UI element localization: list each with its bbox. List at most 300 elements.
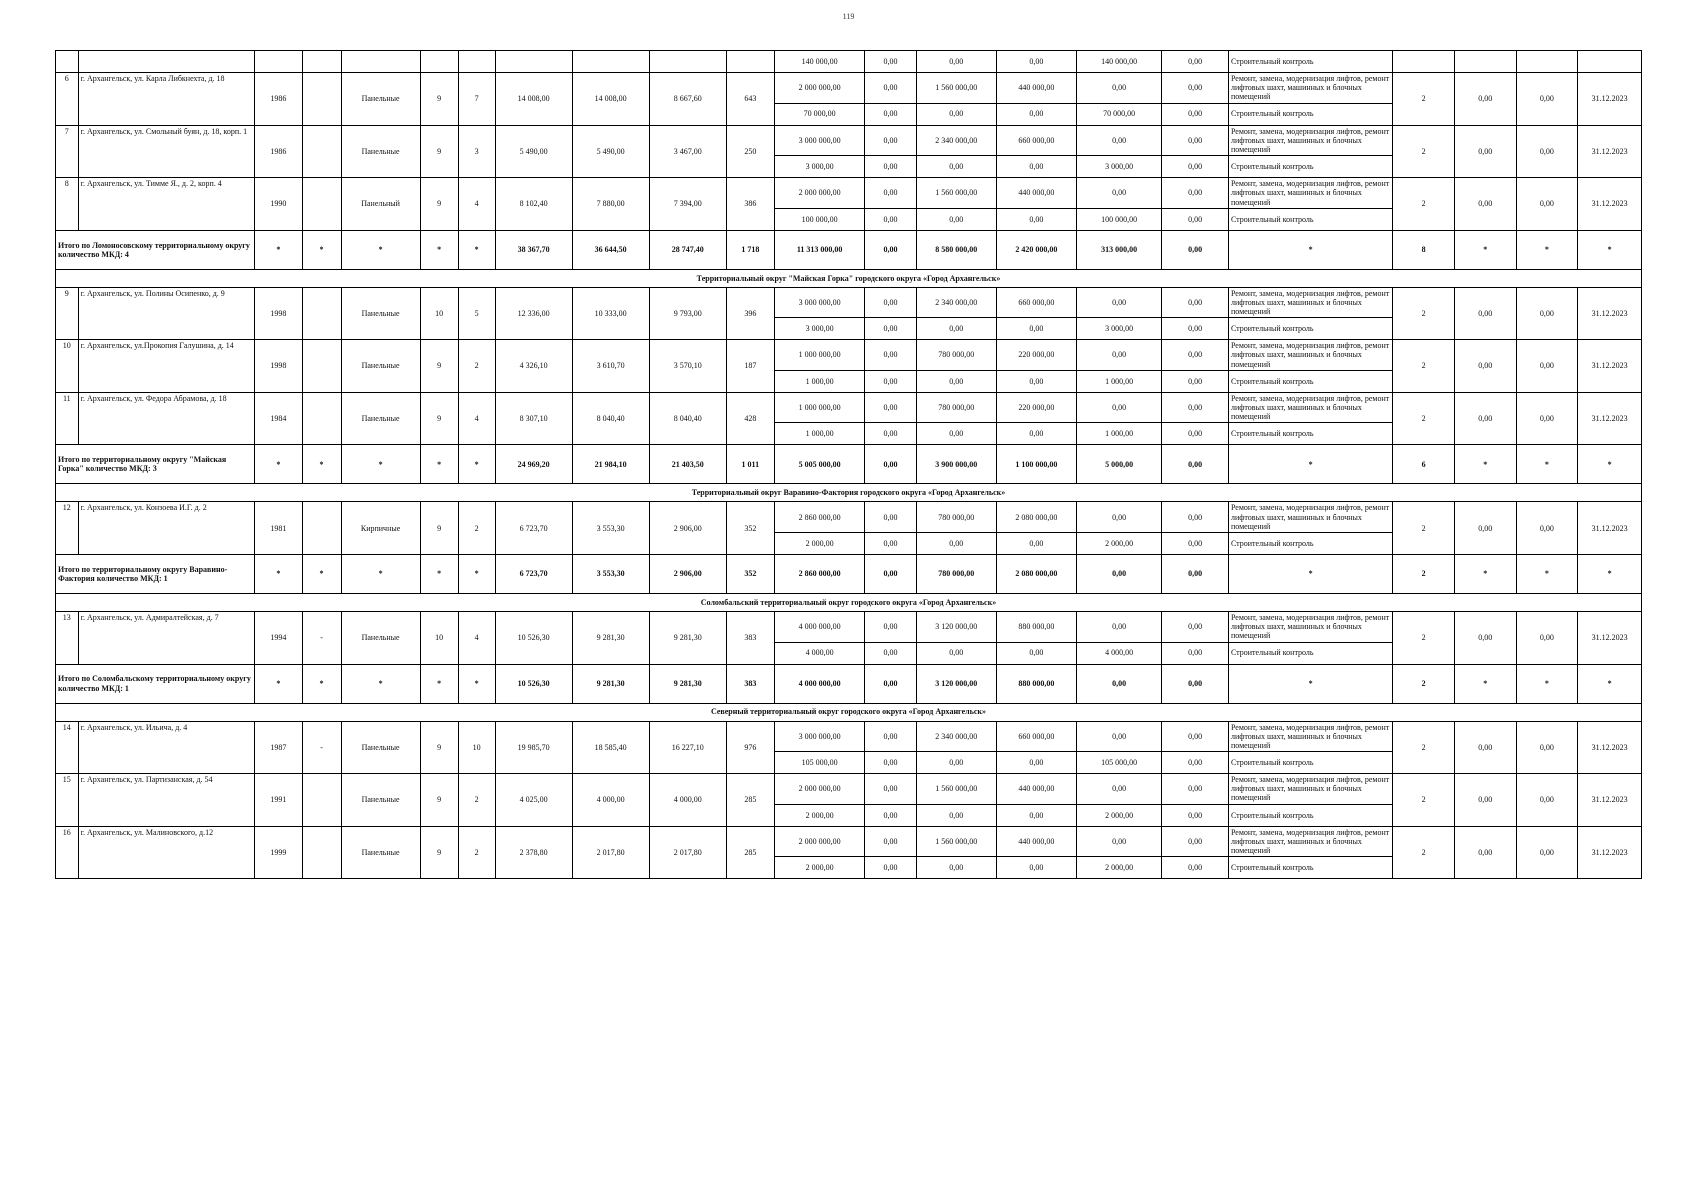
extra-cell (302, 73, 341, 126)
cost-federal-cell: 0,00 (865, 502, 916, 533)
cost-owners-cell: 2 000,00 (1076, 532, 1161, 554)
extra-cell: * (302, 664, 341, 703)
quantity-cell: 2 (1393, 611, 1455, 664)
section-row (56, 484, 1642, 502)
quantity-cell: 6 (1393, 445, 1455, 484)
unit-cost-cell: * (1454, 554, 1516, 593)
cost-local-cell: 2 080 000,00 (996, 554, 1076, 593)
row-number-cell: 11 (56, 392, 79, 445)
area-cell: 9 281,30 (572, 611, 649, 664)
cost-total-cell: 2 860 000,00 (774, 502, 864, 533)
completion-date-cell: 31.12.2023 (1578, 611, 1642, 664)
total-area-cell: 19 985,70 (495, 721, 572, 774)
max-cost-cell: * (1516, 554, 1578, 593)
cost-federal-cell: 0,00 (865, 857, 916, 879)
work-type-cell: Ремонт, замена, модернизация лифтов, ремонт лифтовых шахт, машинных и блочных помещений (1228, 502, 1392, 533)
table-row (56, 774, 1642, 805)
extra-cell (302, 178, 341, 231)
completion-date-cell: * (1578, 554, 1642, 593)
year-cell: * (255, 230, 302, 269)
cost-local-cell: 1 100 000,00 (996, 445, 1076, 484)
cost-fund-cell: 780 000,00 (916, 554, 996, 593)
cost-fund-cell: 0,00 (916, 642, 996, 664)
unit-cost-cell: 0,00 (1454, 721, 1516, 774)
work-type-cell: Ремонт, замена, модернизация лифтов, ремонт лифтовых шахт, машинных и блочных помещений (1228, 721, 1392, 752)
completion-date-cell: 31.12.2023 (1578, 178, 1642, 231)
residents-cell: 383 (726, 611, 774, 664)
extra-cell (302, 392, 341, 445)
wall-material-cell: Панельные (341, 611, 420, 664)
row-number-cell: 7 (56, 125, 79, 178)
cost-total-cell: 1 000,00 (774, 370, 864, 392)
table-row (56, 826, 1642, 857)
total-area-cell: 6 723,70 (495, 554, 572, 593)
total-row (56, 664, 1642, 703)
year-cell: 1994 (255, 611, 302, 664)
cost-owners-cell: 0,00 (1076, 554, 1161, 593)
cost-total-cell: 1 000,00 (774, 423, 864, 445)
cost-total-cell: 70 000,00 (774, 103, 864, 125)
table-row (56, 178, 1642, 209)
extra-cell: - (302, 721, 341, 774)
page-number: 119 (842, 12, 855, 21)
year-cell: 1990 (255, 178, 302, 231)
table-row (56, 340, 1642, 371)
living-area-cell: 16 227,10 (649, 721, 726, 774)
max-cost-cell: 0,00 (1516, 392, 1578, 445)
residents-cell: 396 (726, 287, 774, 340)
max-cost-cell: 0,00 (1516, 125, 1578, 178)
residents-cell: 976 (726, 721, 774, 774)
address-cell: г. Архангельск, ул. Ильича, д. 4 (78, 721, 255, 774)
cost-local-cell: 0,00 (996, 156, 1076, 178)
quantity-cell: 2 (1393, 178, 1455, 231)
cost-local-cell: 440 000,00 (996, 73, 1076, 104)
cost-total-cell: 2 000,00 (774, 857, 864, 879)
completion-date-cell: 31.12.2023 (1578, 392, 1642, 445)
cost-fund-cell: 0,00 (916, 752, 996, 774)
year-cell: 1986 (255, 73, 302, 126)
cost-fund-cell: 2 340 000,00 (916, 287, 996, 318)
cost-other-cell: 0,00 (1162, 554, 1229, 593)
work-type-cell: Строительный контроль (1228, 318, 1392, 340)
table-body (56, 51, 1642, 879)
cost-fund-cell: 0,00 (916, 208, 996, 230)
unit-cost-cell: 0,00 (1454, 340, 1516, 393)
cost-local-cell: 440 000,00 (996, 774, 1076, 805)
living-area-cell: 3 467,00 (649, 125, 726, 178)
table-row (56, 73, 1642, 104)
empty-cell (1578, 51, 1642, 73)
cost-local-cell: 660 000,00 (996, 287, 1076, 318)
floors-cell: * (420, 445, 458, 484)
cost-total-cell: 1 000 000,00 (774, 392, 864, 423)
cost-other-cell: 0,00 (1162, 208, 1229, 230)
completion-date-cell: 31.12.2023 (1578, 826, 1642, 879)
row-number-cell: 13 (56, 611, 79, 664)
cost-fund-cell: 3 900 000,00 (916, 445, 996, 484)
cost-federal-cell: 0,00 (865, 208, 916, 230)
wall-material-cell: * (341, 230, 420, 269)
cost-other-cell: 0,00 (1162, 103, 1229, 125)
floors-cell: * (420, 554, 458, 593)
cost-owners-cell: 0,00 (1076, 178, 1161, 209)
year-cell: 1986 (255, 125, 302, 178)
residents-cell: 386 (726, 178, 774, 231)
unit-cost-cell: * (1454, 664, 1516, 703)
max-cost-cell: * (1516, 664, 1578, 703)
entrances-cell: 2 (458, 774, 495, 827)
cost-owners-cell: 2 000,00 (1076, 857, 1161, 879)
row-number-cell: 15 (56, 774, 79, 827)
wall-material-cell: Кирпичные (341, 502, 420, 555)
wall-material-cell: Панельный (341, 178, 420, 231)
area-cell: 10 333,00 (572, 287, 649, 340)
cost-other-cell: 0,00 (1162, 156, 1229, 178)
empty-cell (1454, 51, 1516, 73)
cost-federal-cell: 0,00 (865, 721, 916, 752)
quantity-cell: 2 (1393, 287, 1455, 340)
cost-total-cell: 3 000,00 (774, 156, 864, 178)
year-cell: 1999 (255, 826, 302, 879)
entrances-cell: 7 (458, 73, 495, 126)
area-cell: 18 585,40 (572, 721, 649, 774)
cost-federal-cell: 0,00 (865, 826, 916, 857)
address-cell: г. Архангельск, ул. Карла Либкнехта, д. 18 (78, 73, 255, 126)
year-cell: 1987 (255, 721, 302, 774)
cost-other-cell: 0,00 (1162, 502, 1229, 533)
completion-date-cell: * (1578, 230, 1642, 269)
cost-owners-cell: 0,00 (1076, 611, 1161, 642)
max-cost-cell: 0,00 (1516, 721, 1578, 774)
address-cell: г. Архангельск, ул.Прокопия Галушина, д. 14 (78, 340, 255, 393)
cost-fund-cell: 0,00 (916, 51, 996, 73)
cost-local-cell: 0,00 (996, 318, 1076, 340)
cost-federal-cell: 0,00 (865, 318, 916, 340)
cost-other-cell: 0,00 (1162, 423, 1229, 445)
empty-cell (495, 51, 572, 73)
unit-cost-cell: 0,00 (1454, 73, 1516, 126)
entrances-cell: * (458, 664, 495, 703)
section-row (56, 703, 1642, 721)
wall-material-cell: Панельные (341, 73, 420, 126)
completion-date-cell: * (1578, 445, 1642, 484)
cost-local-cell: 0,00 (996, 752, 1076, 774)
cost-other-cell: 0,00 (1162, 611, 1229, 642)
max-cost-cell: * (1516, 445, 1578, 484)
residents-cell: 285 (726, 774, 774, 827)
max-cost-cell: 0,00 (1516, 287, 1578, 340)
total-area-cell: 12 336,00 (495, 287, 572, 340)
cost-federal-cell: 0,00 (865, 611, 916, 642)
wall-material-cell: * (341, 445, 420, 484)
unit-cost-cell: 0,00 (1454, 502, 1516, 555)
cost-local-cell: 880 000,00 (996, 611, 1076, 642)
capital-repair-table (55, 50, 1642, 879)
total-row (56, 230, 1642, 269)
empty-cell (572, 51, 649, 73)
cost-total-cell: 1 000 000,00 (774, 340, 864, 371)
empty-cell (649, 51, 726, 73)
max-cost-cell: 0,00 (1516, 774, 1578, 827)
floors-cell: 9 (420, 826, 458, 879)
work-type-cell: Ремонт, замена, модернизация лифтов, ремонт лифтовых шахт, машинных и блочных помещений (1228, 826, 1392, 857)
wall-material-cell: Панельные (341, 774, 420, 827)
floors-cell: 9 (420, 178, 458, 231)
max-cost-cell: 0,00 (1516, 826, 1578, 879)
cost-other-cell: 0,00 (1162, 178, 1229, 209)
address-cell: г. Архангельск, ул. Адмиралтейская, д. 7 (78, 611, 255, 664)
extra-cell (302, 826, 341, 879)
section-title: Территориальный округ "Майская Горка" городского округа «Город Архангельск» (56, 269, 1642, 287)
floors-cell: 9 (420, 392, 458, 445)
completion-date-cell: 31.12.2023 (1578, 73, 1642, 126)
total-area-cell: 8 102,40 (495, 178, 572, 231)
entrances-cell: 5 (458, 287, 495, 340)
extra-cell: * (302, 230, 341, 269)
unit-cost-cell: 0,00 (1454, 826, 1516, 879)
row-number-cell: 8 (56, 178, 79, 231)
work-type-cell: Ремонт, замена, модернизация лифтов, ремонт лифтовых шахт, машинных и блочных помещений (1228, 287, 1392, 318)
cost-local-cell: 0,00 (996, 857, 1076, 879)
cost-local-cell: 0,00 (996, 642, 1076, 664)
area-cell: 9 281,30 (572, 664, 649, 703)
total-area-cell: 24 969,20 (495, 445, 572, 484)
completion-date-cell: 31.12.2023 (1578, 721, 1642, 774)
row-number-cell: 16 (56, 826, 79, 879)
cost-fund-cell: 1 560 000,00 (916, 73, 996, 104)
cost-owners-cell: 1 000,00 (1076, 423, 1161, 445)
table-row (56, 502, 1642, 533)
area-cell: 3 610,70 (572, 340, 649, 393)
address-cell: г. Архангельск, ул. Партизанская, д. 54 (78, 774, 255, 827)
wall-material-cell: * (341, 664, 420, 703)
work-type-cell: * (1228, 664, 1392, 703)
table-row (56, 51, 1642, 73)
cost-fund-cell: 2 340 000,00 (916, 125, 996, 156)
living-area-cell: 2 017,80 (649, 826, 726, 879)
floors-cell: * (420, 230, 458, 269)
work-type-cell: * (1228, 554, 1392, 593)
cost-fund-cell: 0,00 (916, 804, 996, 826)
section-title: Территориальный округ Варавино-Фактория городского округа «Город Архангельск» (56, 484, 1642, 502)
area-cell: 14 008,00 (572, 73, 649, 126)
address-cell: г. Архангельск, ул. Тимме Я., д. 2, корп. 4 (78, 178, 255, 231)
total-area-cell: 2 378,80 (495, 826, 572, 879)
work-type-cell: * (1228, 445, 1392, 484)
table-row (56, 392, 1642, 423)
unit-cost-cell: 0,00 (1454, 125, 1516, 178)
cost-owners-cell: 2 000,00 (1076, 804, 1161, 826)
cost-owners-cell: 105 000,00 (1076, 752, 1161, 774)
cost-federal-cell: 0,00 (865, 774, 916, 805)
extra-cell: - (302, 611, 341, 664)
cost-owners-cell: 0,00 (1076, 664, 1161, 703)
living-area-cell: 8 667,60 (649, 73, 726, 126)
cost-federal-cell: 0,00 (865, 370, 916, 392)
table-row (56, 721, 1642, 752)
cost-total-cell: 3 000 000,00 (774, 287, 864, 318)
work-type-cell: Строительный контроль (1228, 51, 1392, 73)
total-area-cell: 10 526,30 (495, 664, 572, 703)
cost-other-cell: 0,00 (1162, 73, 1229, 104)
cost-total-cell: 4 000 000,00 (774, 611, 864, 642)
entrances-cell: 4 (458, 392, 495, 445)
living-area-cell: 3 570,10 (649, 340, 726, 393)
cost-total-cell: 3 000 000,00 (774, 721, 864, 752)
wall-material-cell: Панельные (341, 340, 420, 393)
cost-federal-cell: 0,00 (865, 156, 916, 178)
cost-local-cell: 0,00 (996, 51, 1076, 73)
work-type-cell: Ремонт, замена, модернизация лифтов, ремонт лифтовых шахт, машинных и блочных помещений (1228, 178, 1392, 209)
cost-local-cell: 0,00 (996, 103, 1076, 125)
completion-date-cell: 31.12.2023 (1578, 340, 1642, 393)
work-type-cell: Ремонт, замена, модернизация лифтов, ремонт лифтовых шахт, машинных и блочных помещений (1228, 73, 1392, 104)
work-type-cell: Строительный контроль (1228, 156, 1392, 178)
completion-date-cell: 31.12.2023 (1578, 774, 1642, 827)
cost-federal-cell: 0,00 (865, 103, 916, 125)
entrances-cell: 3 (458, 125, 495, 178)
cost-other-cell: 0,00 (1162, 445, 1229, 484)
max-cost-cell: 0,00 (1516, 611, 1578, 664)
work-type-cell: Строительный контроль (1228, 804, 1392, 826)
cost-federal-cell: 0,00 (865, 287, 916, 318)
work-type-cell: Строительный контроль (1228, 857, 1392, 879)
residents-cell: 352 (726, 554, 774, 593)
extra-cell (302, 340, 341, 393)
completion-date-cell: 31.12.2023 (1578, 502, 1642, 555)
max-cost-cell: 0,00 (1516, 73, 1578, 126)
floors-cell: 10 (420, 287, 458, 340)
unit-cost-cell: 0,00 (1454, 178, 1516, 231)
cost-federal-cell: 0,00 (865, 392, 916, 423)
entrances-cell: 2 (458, 502, 495, 555)
cost-total-cell: 100 000,00 (774, 208, 864, 230)
cost-total-cell: 5 005 000,00 (774, 445, 864, 484)
work-type-cell: Ремонт, замена, модернизация лифтов, ремонт лифтовых шахт, машинных и блочных помещений (1228, 392, 1392, 423)
cost-local-cell: 0,00 (996, 804, 1076, 826)
cost-other-cell: 0,00 (1162, 826, 1229, 857)
cost-total-cell: 3 000,00 (774, 318, 864, 340)
work-type-cell: Строительный контроль (1228, 423, 1392, 445)
cost-total-cell: 2 000,00 (774, 804, 864, 826)
quantity-cell: 2 (1393, 826, 1455, 879)
entrances-cell: * (458, 230, 495, 269)
cost-owners-cell: 0,00 (1076, 125, 1161, 156)
cost-total-cell: 3 000 000,00 (774, 125, 864, 156)
total-area-cell: 4 025,00 (495, 774, 572, 827)
cost-federal-cell: 0,00 (865, 445, 916, 484)
cost-other-cell: 0,00 (1162, 752, 1229, 774)
residents-cell: 285 (726, 826, 774, 879)
cost-fund-cell: 8 580 000,00 (916, 230, 996, 269)
cost-owners-cell: 0,00 (1076, 826, 1161, 857)
empty-cell (255, 51, 302, 73)
cost-other-cell: 0,00 (1162, 642, 1229, 664)
max-cost-cell: 0,00 (1516, 502, 1578, 555)
living-area-cell: 9 793,00 (649, 287, 726, 340)
total-label-cell: Итого по территориальному округу "Майская Горка" количество МКД: 3 (56, 445, 255, 484)
quantity-cell: 8 (1393, 230, 1455, 269)
floors-cell: 10 (420, 611, 458, 664)
row-number-cell: 10 (56, 340, 79, 393)
area-cell: 3 553,30 (572, 502, 649, 555)
cost-federal-cell: 0,00 (865, 664, 916, 703)
max-cost-cell: 0,00 (1516, 340, 1578, 393)
empty-cell (726, 51, 774, 73)
work-type-cell: Строительный контроль (1228, 752, 1392, 774)
floors-cell: 9 (420, 125, 458, 178)
unit-cost-cell: 0,00 (1454, 774, 1516, 827)
entrances-cell: 10 (458, 721, 495, 774)
cost-fund-cell: 0,00 (916, 857, 996, 879)
wall-material-cell: Панельные (341, 287, 420, 340)
total-row (56, 554, 1642, 593)
empty-cell (302, 51, 341, 73)
cost-fund-cell: 1 560 000,00 (916, 826, 996, 857)
work-type-cell: * (1228, 230, 1392, 269)
cost-other-cell: 0,00 (1162, 721, 1229, 752)
cost-federal-cell: 0,00 (865, 804, 916, 826)
total-label-cell: Итого по территориальному округу Варавино-Фактория количество МКД: 1 (56, 554, 255, 593)
year-cell: 1981 (255, 502, 302, 555)
cost-owners-cell: 70 000,00 (1076, 103, 1161, 125)
cost-other-cell: 0,00 (1162, 532, 1229, 554)
entrances-cell: 2 (458, 826, 495, 879)
quantity-cell: 2 (1393, 721, 1455, 774)
living-area-cell: 2 906,00 (649, 502, 726, 555)
year-cell: 1984 (255, 392, 302, 445)
cost-total-cell: 140 000,00 (774, 51, 864, 73)
floors-cell: 9 (420, 340, 458, 393)
cost-fund-cell: 0,00 (916, 532, 996, 554)
address-cell: г. Архангельск, ул. Смольный буян, д. 18, корп. 1 (78, 125, 255, 178)
cost-local-cell: 0,00 (996, 208, 1076, 230)
empty-cell (341, 51, 420, 73)
cost-owners-cell: 0,00 (1076, 774, 1161, 805)
cost-fund-cell: 1 560 000,00 (916, 178, 996, 209)
unit-cost-cell: * (1454, 230, 1516, 269)
cost-other-cell: 0,00 (1162, 287, 1229, 318)
residents-cell: 1 011 (726, 445, 774, 484)
cost-fund-cell: 0,00 (916, 423, 996, 445)
quantity-cell: 2 (1393, 554, 1455, 593)
floors-cell: 9 (420, 774, 458, 827)
cost-fund-cell: 0,00 (916, 156, 996, 178)
year-cell: * (255, 445, 302, 484)
row-number-cell: 9 (56, 287, 79, 340)
wall-material-cell: Панельные (341, 826, 420, 879)
work-type-cell: Ремонт, замена, модернизация лифтов, ремонт лифтовых шахт, машинных и блочных помещений (1228, 340, 1392, 371)
cost-local-cell: 0,00 (996, 370, 1076, 392)
completion-date-cell: 31.12.2023 (1578, 125, 1642, 178)
work-type-cell: Строительный контроль (1228, 532, 1392, 554)
cost-federal-cell: 0,00 (865, 532, 916, 554)
empty-cell (1516, 51, 1578, 73)
cost-owners-cell: 313 000,00 (1076, 230, 1161, 269)
residents-cell: 383 (726, 664, 774, 703)
cost-fund-cell: 3 120 000,00 (916, 664, 996, 703)
quantity-cell: 2 (1393, 340, 1455, 393)
floors-cell: 9 (420, 502, 458, 555)
cost-other-cell: 0,00 (1162, 664, 1229, 703)
year-cell: 1991 (255, 774, 302, 827)
completion-date-cell: 31.12.2023 (1578, 287, 1642, 340)
cost-local-cell: 2 080 000,00 (996, 502, 1076, 533)
cost-other-cell: 0,00 (1162, 804, 1229, 826)
extra-cell (302, 125, 341, 178)
cost-total-cell: 2 000 000,00 (774, 73, 864, 104)
